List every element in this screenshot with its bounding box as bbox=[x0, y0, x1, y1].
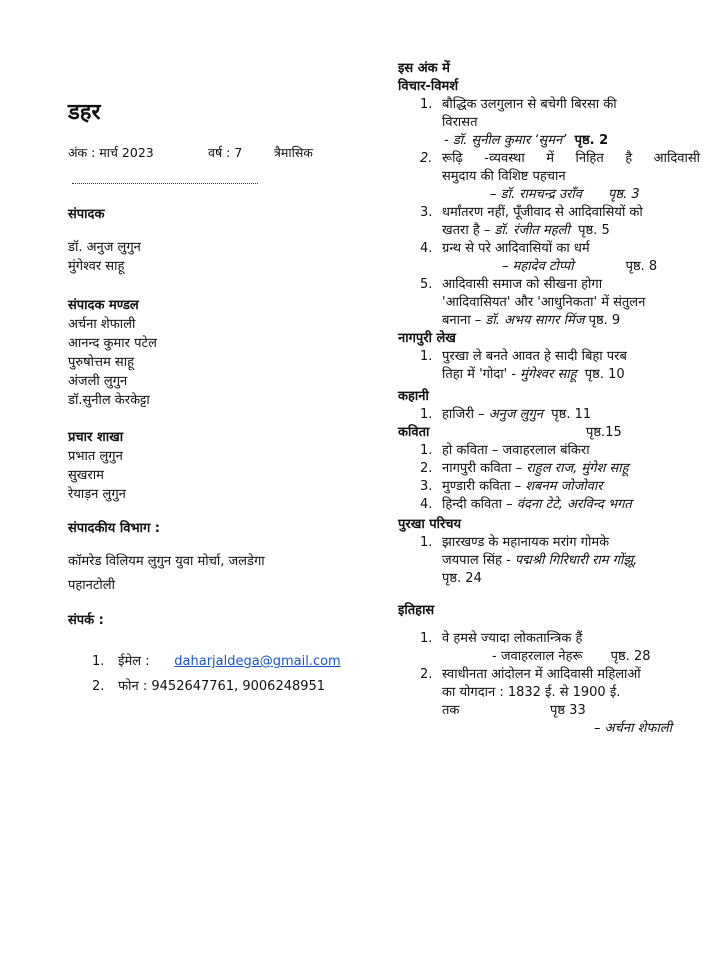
item-author: – अर्चना शेफाली bbox=[594, 721, 672, 736]
list-number: 1. bbox=[420, 535, 433, 550]
item-title-cont: जयपाल सिंह - bbox=[442, 553, 511, 568]
list-number: 1. bbox=[420, 97, 433, 112]
section-heading-kavita: कविता bbox=[398, 425, 430, 440]
item-title: हो कविता – जवाहरलाल बंकिरा bbox=[442, 443, 590, 458]
board-heading: संपादक मण्डल bbox=[68, 298, 139, 313]
email-link[interactable]: daharjaldega@gmail.com bbox=[174, 654, 341, 669]
list-number: 5. bbox=[420, 277, 433, 292]
item-author: - डॉ. सुनील कुमार ‘सुमन’ bbox=[444, 133, 567, 148]
list-number: 1. bbox=[420, 407, 433, 422]
toc-item bbox=[420, 460, 700, 478]
list-number: 1. bbox=[420, 349, 433, 364]
section-heading-vichar: विचार-विमर्श bbox=[398, 79, 459, 94]
section-heading-kahani: कहानी bbox=[398, 389, 429, 404]
editor-name: मुंगेश्वर साहू bbox=[68, 259, 125, 274]
toc-item bbox=[398, 534, 700, 588]
item-title: नागपुरी कविता – bbox=[442, 461, 523, 476]
dept-line: पहानटोली bbox=[68, 578, 115, 593]
list-number: 2. bbox=[420, 461, 433, 476]
list-number: 3. bbox=[420, 479, 433, 494]
item-title-cont: तक bbox=[442, 703, 460, 718]
list-number: 3. bbox=[420, 205, 433, 220]
list-number: 2. bbox=[420, 151, 433, 166]
section-heading-purkha: पुरखा परिचय bbox=[398, 517, 462, 532]
toc-item bbox=[420, 204, 700, 240]
toc-item bbox=[420, 666, 700, 738]
item-title: हाजिरी – bbox=[442, 407, 485, 422]
promo-section bbox=[68, 428, 126, 504]
item-title-cont: का योगदान : 1832 ई. से 1900 ई. bbox=[442, 685, 621, 700]
item-author: - जवाहरलाल नेहरू bbox=[492, 649, 583, 664]
item-author: शबनम जोजोवार bbox=[525, 479, 603, 494]
toc-item bbox=[398, 406, 700, 424]
section-heading-itihas: इतिहास bbox=[398, 603, 435, 618]
toc-item bbox=[420, 150, 700, 204]
item-title: पुरखा ले बनते आवत हे सादी बिहा परब bbox=[442, 349, 627, 364]
item-title-cont: बनाना – bbox=[442, 313, 482, 328]
promo-member: प्रभात लुगुन bbox=[68, 449, 123, 464]
dept-line: कॉमरेड विलियम लुगुन युवा मोर्चा, जलडेगा bbox=[68, 554, 265, 569]
board-member: अर्चना शेफाली bbox=[68, 317, 136, 332]
promo-member: रेयाड़न लुगुन bbox=[68, 487, 126, 502]
list-number: 2. bbox=[92, 679, 105, 694]
item-title: रूढ़ि -व्यवस्था में निहित है आदिवासी bbox=[442, 151, 700, 166]
board-member: अंजली लुगुन bbox=[68, 374, 128, 389]
toc-item bbox=[420, 442, 700, 460]
item-page: पृष्ठ. 8 bbox=[625, 259, 658, 274]
item-page: पृष्ठ. 24 bbox=[442, 571, 482, 586]
promo-member: सुखराम bbox=[68, 468, 104, 483]
board-section bbox=[68, 296, 157, 410]
item-page: पृष्ठ 33 bbox=[550, 703, 586, 718]
kavita-page: पृष्ठ.15 bbox=[586, 425, 622, 440]
contact-section bbox=[68, 610, 104, 628]
board-member: डॉ.सुनील केरकेट्टा bbox=[68, 393, 150, 408]
item-page: पृष्ठ. 2 bbox=[574, 133, 609, 148]
item-author: – महादेव टोप्पो bbox=[502, 259, 574, 274]
item-page: पृष्ठ. 3 bbox=[608, 187, 640, 202]
editor-name: डॉ. अनुज लुगुन bbox=[68, 240, 141, 255]
item-title: हिन्दी कविता – bbox=[442, 497, 513, 512]
divider bbox=[72, 183, 258, 184]
toc bbox=[398, 60, 700, 738]
board-member: आनन्द कुमार पटेल bbox=[68, 336, 157, 351]
toc-item bbox=[420, 96, 700, 150]
item-author: – डॉ. रामचन्द्र उराँव bbox=[490, 187, 583, 202]
kavita-list bbox=[398, 442, 700, 514]
item-page: पृष्ठ. 5 bbox=[578, 223, 610, 238]
section-heading-nagpuri: नागपुरी लेख bbox=[398, 331, 456, 346]
magazine-title: डहर bbox=[68, 100, 101, 125]
item-page: पृष्ठ. 28 bbox=[610, 649, 651, 664]
toc-item bbox=[420, 630, 700, 666]
issue-frequency: त्रैमासिक bbox=[274, 145, 313, 160]
contact-email-row bbox=[92, 649, 341, 674]
list-number: 1. bbox=[420, 443, 433, 458]
toc-item bbox=[420, 276, 700, 330]
item-author: वंदना टेटे, अरविन्द भगत bbox=[516, 497, 632, 512]
item-title: बौद्धिक उलगुलान से बचेगी बिरसा की bbox=[442, 97, 617, 112]
item-title: स्वाधीनता आंदोलन में आदिवासी महिलाओं bbox=[442, 667, 641, 682]
promo-heading: प्रचार शाखा bbox=[68, 430, 124, 445]
contact-list bbox=[92, 649, 341, 699]
toc-item bbox=[398, 348, 700, 384]
item-page: पृष्ठ. 9 bbox=[588, 313, 621, 328]
contact-heading: संपर्क : bbox=[68, 613, 104, 628]
list-number: 4. bbox=[420, 497, 433, 512]
item-author: अनुज लुगुन bbox=[488, 407, 544, 422]
item-title-cont: तिहा में 'गोदा' - bbox=[442, 367, 517, 382]
toc-item bbox=[420, 478, 700, 496]
item-title: मुण्डारी कविता – bbox=[442, 479, 522, 494]
item-title: आदिवासी समाज को सीखना होगा bbox=[442, 277, 603, 292]
dept-section bbox=[68, 518, 265, 598]
list-number: 4. bbox=[420, 241, 433, 256]
item-title: धर्मांतरण नहीं, पूँजीवाद से आदिवासियों को bbox=[442, 205, 643, 220]
item-author: डॉ. रंजीत महली bbox=[494, 223, 570, 238]
issue-year: वर्ष : 7 bbox=[208, 145, 243, 160]
editor-section bbox=[68, 204, 141, 276]
item-title-cont: 'आदिवासियत' और 'आधुनिकता' में संतुलन bbox=[442, 295, 646, 310]
item-title-cont: खतरा है – bbox=[442, 223, 491, 238]
contact-phone-row bbox=[92, 674, 341, 699]
list-number: 1. bbox=[420, 631, 433, 646]
list-number: 1. bbox=[92, 654, 105, 669]
issue-meta bbox=[68, 144, 313, 161]
item-author: डॉ. अभय सागर मिंज bbox=[485, 313, 585, 328]
phone-text: फोन : 9452647761, 9006248951 bbox=[118, 679, 326, 694]
toc-item bbox=[420, 240, 700, 276]
item-author: मुंगेश्वर साहू bbox=[520, 367, 577, 382]
item-page: पृष्ठ. 10 bbox=[584, 367, 625, 382]
item-title: झारखण्ड के महानायक मरांग गोमके bbox=[442, 535, 610, 550]
dept-heading: संपादकीय विभाग : bbox=[68, 521, 161, 536]
email-label: ईमेल : bbox=[118, 654, 150, 669]
item-author: राहुल राज, मुंगेश साहू bbox=[526, 461, 629, 476]
toc-item bbox=[420, 496, 700, 514]
list-number: 2. bbox=[420, 667, 433, 682]
item-title-cont: विरासत bbox=[442, 115, 478, 130]
toc-heading: इस अंक में bbox=[398, 61, 450, 76]
editor-heading: संपादक bbox=[68, 207, 105, 222]
item-title: वे हमसे ज्यादा लोकतान्त्रिक हैं bbox=[442, 631, 583, 646]
item-title-cont: समुदाय की विशिष्ट पहचान bbox=[442, 169, 566, 184]
board-member: पुरुषोत्तम साहू bbox=[68, 355, 134, 370]
item-title: ग्रन्थ से परे आदिवासियों का धर्म bbox=[442, 241, 590, 256]
issue-date: अंक : मार्च 2023 bbox=[68, 145, 154, 160]
item-author: पद्मश्री गिरिधारी राम गोंझू, bbox=[514, 553, 638, 568]
item-page: पृष्ठ. 11 bbox=[551, 407, 592, 422]
